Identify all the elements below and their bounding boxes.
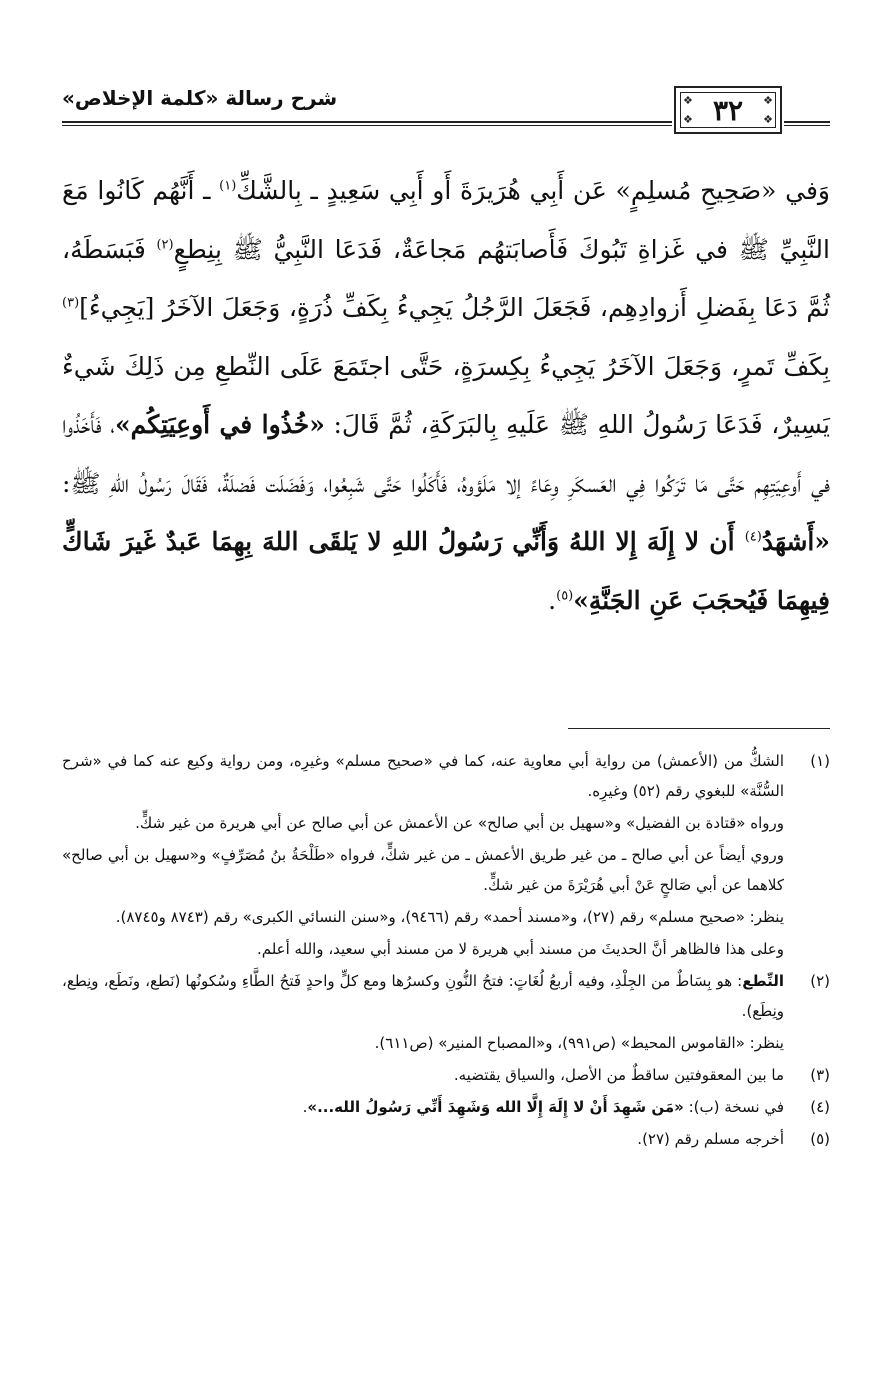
- footnote-ref[interactable]: (٤): [744, 529, 762, 545]
- footnote-paragraph: [62, 1092, 784, 1122]
- footnote-body: [62, 746, 784, 966]
- footnote-number: (٤): [810, 1098, 830, 1116]
- page-number-frame: [674, 86, 782, 134]
- hadith-paragraph: [62, 162, 830, 630]
- footnote-number: (٣): [810, 1066, 830, 1084]
- text-segment: فَبَسَطَهُ، ثُمَّ دَعَا بِفَضلِ أَزوادِهِم، فَجَعَلَ الرَّجُلُ يَجِيءُ بِكَفِّ ذُرَةٍ، وَجَعَلَ الآخَرُ [يَجِيءُ]: [62, 234, 830, 322]
- footnote-paragraph: ينظر: «القاموس المحيط» (ص٩٩١)، و«المصباح المنير» (ص٦١١).: [374, 1034, 784, 1052]
- footnote-paragraph: [62, 966, 784, 1026]
- punctuation: .: [302, 1098, 308, 1116]
- definition-text: : هو بِسَاطٌ من الجِلْدِ، وفيه أربعُ لُغَاتٍ: فتحُ النُّونِ وكسرُها ومع كلٍّ واحدٍ فَتحُ الطَّاءِ وسُكونُها (نَطع، ونَطَع، ونِطع، ونِطَع).: [62, 972, 784, 1020]
- prophet-quote: «خُذُوا في أَوعِيَتِكُم»: [115, 410, 325, 439]
- footnote-ref[interactable]: (١): [219, 178, 237, 194]
- footnote-body: [62, 1092, 784, 1124]
- ornament-icon: ❖: [763, 94, 773, 107]
- footnote-number: (٢): [810, 972, 830, 990]
- footnote: [62, 1060, 830, 1092]
- variant-text: «مَن شَهِدَ أَنْ لا إِلَهَ إِلَّا الله وَشَهِدَ أَنِّي رَسُولُ الله...»: [307, 1098, 684, 1116]
- main-text: [62, 162, 830, 630]
- footnote-paragraph: أخرجه مسلم رقم (٢٧).: [637, 1130, 784, 1148]
- defined-term: النِّطع: [742, 972, 784, 990]
- footnote-paragraph: وروي أيضاً عن أبي صالح ـ من غير طريق الأعمش ـ من غير شكٍّ، فرواه «طَلْحَةُ بنُ مُصَرِّفٍ» و«سهيل بن أبي صالح» كلاهما عن أبي صَالحٍ عَنْ أبي هُرَيْرَةَ من غير شكٍّ.: [62, 846, 784, 894]
- page-header: [62, 84, 830, 140]
- footnote-ref[interactable]: (٥): [556, 588, 574, 604]
- footnote-paragraph: وعلى هذا فالظاهر أنَّ الحديثَ من مسند أبي هريرة لا من مسند أبي سعيد، والله أعلم.: [256, 940, 784, 958]
- footnotes: [62, 746, 830, 1156]
- footnote-paragraph: ما بين المعقوفتين ساقطٌ من الأصل، والسياق يقتضيه.: [453, 1066, 784, 1084]
- prophet-quote: أَن لا إِلَهَ إِلا اللهُ وَأَنِّي رَسُولُ اللهِ لا يَلقَى اللهَ بِهِمَا عَبدٌ غَيرَ شَاكٍّ فِيهِمَا فَيُحجَبَ عَنِ الجَنَّةِ»: [62, 527, 830, 615]
- footnote-number: (٥): [810, 1130, 830, 1148]
- ornament-icon: ❖: [683, 113, 693, 126]
- footnote-paragraph: ينظر: «صحيح مسلم» رقم (٢٧)، و«مسند أحمد» رقم (٩٤٦٦)، و«سنن النسائي الكبرى» رقم (٨٧٤٣ و٨٧٤٥).: [115, 908, 784, 926]
- text-segment: بِكَفِّ تَمرٍ، وَجَعَلَ الآخَرُ يَجِيءُ بِكِسرَةٍ، حَتَّى اجتَمَعَ عَلَى النِّطعِ مِن ذَلِكَ شَيءٌ يَسِيرٌ، فَدَعَا رَسُولُ اللهِ ﷺ عَلَيهِ بِالبَرَكَةِ، ثُمَّ قَالَ:: [62, 351, 830, 439]
- page-number: ٣٢: [712, 93, 744, 127]
- header-rule: [62, 121, 672, 123]
- footnote: [62, 1124, 830, 1156]
- footnote-paragraph: الشكُّ من (الأعمش) من رواية أبي معاوية عنه، كما في «صحيح مسلم» وغيرِه، ومن رواية وكيع عنه كما في «شرح السُّنَّة» للبغوي رقم (٥٢) وغيرِه.: [62, 752, 784, 800]
- prophet-quote: «أَشهَدُ: [761, 527, 830, 556]
- footnote: [62, 746, 830, 966]
- footnote-body: [62, 966, 784, 1060]
- footnote-paragraph: ورواه «قتادة بن الفضيل» و«سهيل بن أبي صالح» عن الأعمش عن أبي صالح عن أبي هريرة من غير شكٍّ.: [135, 814, 784, 832]
- footnote: [62, 966, 830, 1060]
- variant-label: في نسخة (ب):: [683, 1098, 784, 1116]
- text-segment: ـ أَنَّهُم كَانُوا مَعَ النَّبِيِّ ﷺ في غَزاةِ تَبُوكَ فَأَصابَتهُم مَجاعَةٌ، فَدَعَا النَّبِيُّ ﷺ بِنِطعٍ: [62, 176, 830, 264]
- footnote-number: (١): [810, 752, 830, 770]
- header-rule-right: [784, 121, 830, 123]
- ornament-icon: ❖: [763, 113, 773, 126]
- ornament-icon: ❖: [683, 94, 693, 107]
- text-segment: وَفي «صَحِيحِ مُسلِمٍ» عَن أَبِي هُرَيرَةَ أَو أَبِي سَعِيدٍ ـ بِالشَّكِّ: [236, 176, 830, 205]
- text-segment: ، فَأَخَذُوا في أَوعِيَتِهِم حَتَّى مَا تَرَكُوا فِي العَسكَرِ وِعَاءً إلا مَلَؤوهُ، فَأَكَلُوا حَتَّى شَبِعُوا، وَفَضَلَت فَضلَةٌ، فَقَالَ رَسُولُ اللهِ ﷺ:: [62, 410, 830, 498]
- footnote: [62, 1092, 830, 1124]
- footnote-divider: [568, 728, 830, 729]
- text-segment: .: [548, 585, 557, 615]
- footnote-body: [62, 1060, 784, 1092]
- footnote-ref[interactable]: (٢): [156, 237, 174, 253]
- footnote-body: [62, 1124, 784, 1156]
- footnote-ref[interactable]: (٣): [62, 295, 80, 311]
- header-rule-thin: [62, 125, 672, 126]
- running-title: شرح رسالة «كلمة الإخلاص»: [62, 86, 338, 110]
- header-rule-right-thin: [784, 125, 830, 126]
